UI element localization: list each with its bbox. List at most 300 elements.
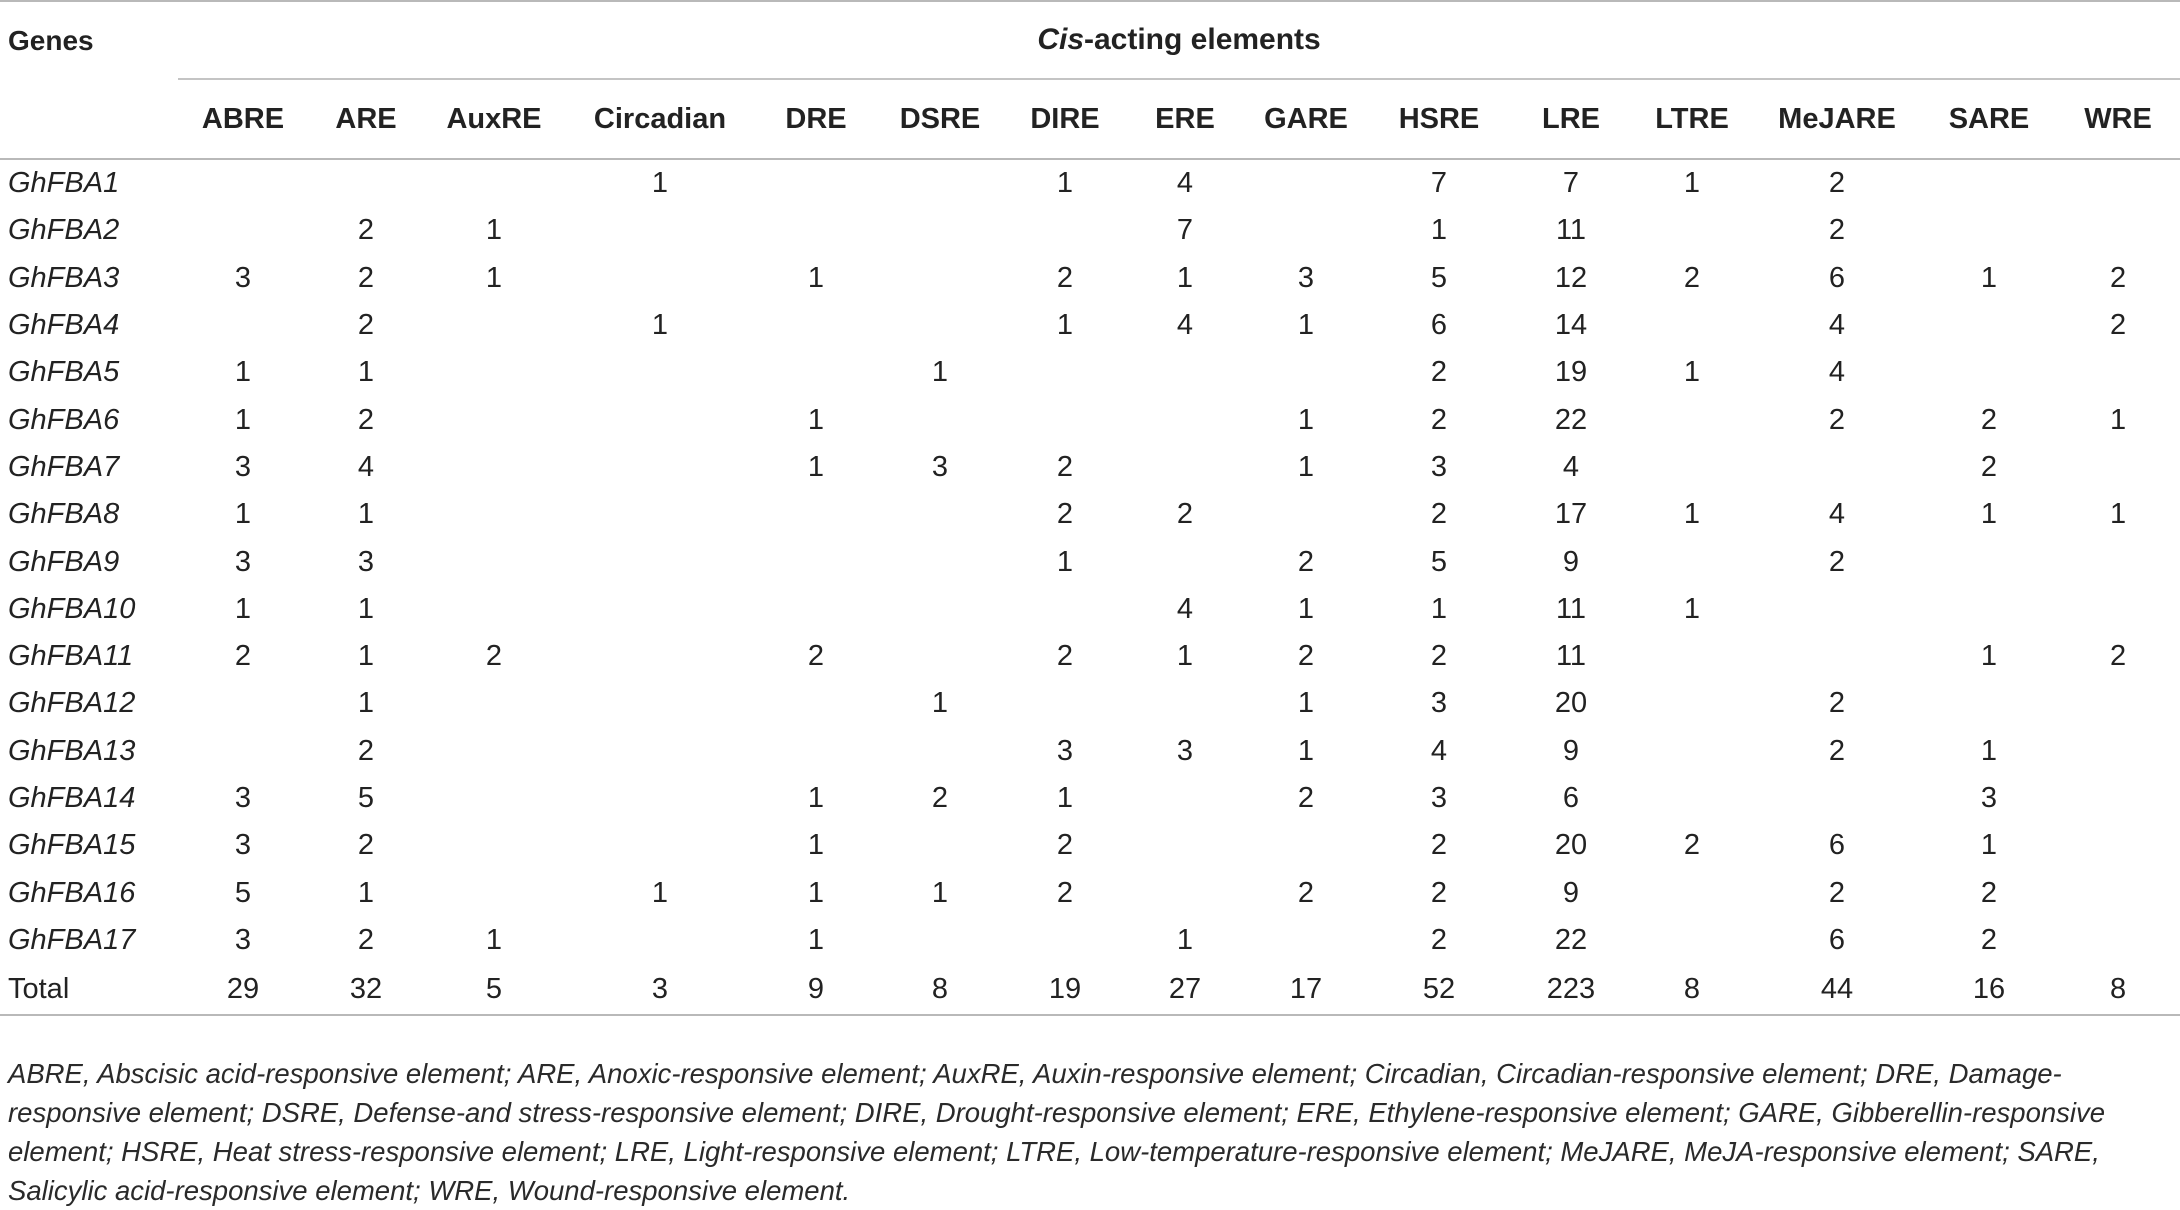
count-cell: 1 [1297, 687, 1315, 720]
count-cell: 1 [234, 498, 252, 531]
count-cell [178, 728, 308, 775]
count-cell [1244, 822, 1368, 869]
column-header-gare: GARE [1244, 79, 1368, 159]
table-body [0, 159, 2180, 1015]
count-cell: 2 [1430, 640, 1448, 673]
table-footnote: ABRE, Abscisic acid-responsive element; ARE, Anoxic-responsive element; AuxRE, Auxin-responsive element; Circadian, Circadian-responsive element; DRE, Damage-responsive element; DSRE, Defense-and stress-responsive element; DIRE, Drought-responsive element; ERE, Ethylene-responsive element; GARE, Gibberellin-responsive element; HSRE, Heat stress-responsive element; LRE, Light-responsive element; LTRE, Low-temperature-responsive element; MeJARE, MeJA-responsive element; SARE, Salicylic acid-responsive element; WRE, Wound-responsive element. [8, 1058, 2106, 1206]
count-cell [424, 396, 564, 443]
count-cell: 6 [1828, 261, 1846, 294]
count-cell: 1 [1056, 309, 1074, 342]
count-cell [1126, 775, 1244, 822]
count-cell [756, 349, 876, 396]
count-cell: 4 [1430, 734, 1448, 767]
count-cell [1632, 444, 1752, 491]
count-cell: 2 [1056, 261, 1074, 294]
count-cell: 2 [357, 923, 375, 956]
count-cell: 2 [1980, 403, 1998, 436]
total-cell: 16 [1922, 964, 2056, 1015]
count-cell [2056, 444, 2180, 491]
table-row [0, 444, 2180, 491]
count-cell: 1 [651, 167, 669, 200]
gene-name-cell: GhFBA6 [8, 403, 120, 436]
count-cell: 2 [357, 734, 375, 767]
count-cell: 3 [1430, 687, 1448, 720]
count-cell: 1 [1980, 498, 1998, 531]
count-cell [1922, 207, 2056, 254]
count-cell [756, 728, 876, 775]
gene-name-cell: GhFBA12 [8, 687, 136, 720]
table-row [0, 349, 2180, 396]
count-cell [756, 491, 876, 538]
total-cell: 19 [1004, 964, 1126, 1015]
count-cell [178, 302, 308, 349]
count-cell: 7 [1176, 214, 1194, 247]
count-cell [756, 538, 876, 585]
count-cell [2056, 775, 2180, 822]
count-cell: 1 [807, 876, 825, 909]
gene-name-cell: GhFBA5 [8, 356, 120, 389]
column-header-dire: DIRE [1004, 79, 1126, 159]
count-cell: 1 [1683, 498, 1701, 531]
total-cell: 8 [1632, 964, 1752, 1015]
gene-name-cell: GhFBA14 [8, 782, 136, 814]
count-cell [1126, 822, 1244, 869]
cis-header-rest: -acting elements [1084, 23, 1321, 56]
count-cell [2056, 159, 2180, 207]
gene-name-cell: GhFBA13 [8, 734, 136, 767]
count-cell [1244, 917, 1368, 964]
count-cell: 1 [1297, 734, 1315, 767]
count-cell: 1 [1056, 545, 1074, 578]
table-row [0, 822, 2180, 869]
count-cell [1244, 491, 1368, 538]
count-cell [424, 538, 564, 585]
total-cell: 52 [1368, 964, 1510, 1015]
count-cell: 4 [1828, 498, 1846, 531]
table-row [0, 775, 2180, 822]
count-cell: 2 [1430, 356, 1448, 389]
count-cell: 4 [1562, 450, 1580, 483]
count-cell [1752, 775, 1922, 822]
gene-name-cell: GhFBA3 [8, 261, 120, 294]
count-cell: 11 [1555, 592, 1587, 625]
count-cell [1244, 207, 1368, 254]
count-cell [1632, 633, 1752, 680]
count-cell: 1 [1297, 309, 1315, 342]
table-row [0, 633, 2180, 680]
count-cell [756, 207, 876, 254]
count-cell [1632, 680, 1752, 727]
count-cell: 5 [357, 782, 375, 814]
count-cell [1752, 633, 1922, 680]
count-cell: 2 [1056, 640, 1074, 673]
count-cell: 3 [1980, 782, 1998, 814]
count-cell: 2 [1297, 640, 1315, 673]
count-cell [1244, 349, 1368, 396]
count-cell: 2 [357, 214, 375, 247]
column-header-hsre: HSRE [1368, 79, 1510, 159]
count-cell: 1 [234, 592, 252, 625]
count-cell: 3 [1297, 261, 1315, 294]
count-cell: 3 [357, 545, 375, 578]
count-cell: 2 [1980, 876, 1998, 909]
count-cell: 1 [651, 876, 669, 909]
count-cell: 3 [234, 261, 252, 294]
genes-header-spacer [0, 79, 178, 159]
count-cell [2056, 728, 2180, 775]
count-cell: 7 [1562, 167, 1580, 200]
count-cell [1004, 396, 1126, 443]
count-cell: 1 [1176, 923, 1194, 956]
count-cell [424, 775, 564, 822]
count-cell [424, 491, 564, 538]
count-cell [564, 349, 756, 396]
column-header-circadian: Circadian [564, 79, 756, 159]
total-label: Total [0, 964, 178, 1015]
count-cell [564, 680, 756, 727]
count-cell [1126, 396, 1244, 443]
count-cell: 3 [234, 829, 252, 862]
gene-name-cell: GhFBA17 [8, 923, 136, 956]
count-cell: 1 [357, 592, 375, 625]
count-cell [1632, 775, 1752, 822]
count-cell: 4 [1176, 592, 1194, 625]
table-row [0, 538, 2180, 585]
count-cell [1632, 728, 1752, 775]
count-cell [564, 444, 756, 491]
count-cell: 1 [807, 403, 825, 436]
count-cell: 4 [1828, 356, 1846, 389]
column-header-dre: DRE [756, 79, 876, 159]
gene-name-cell: GhFBA16 [8, 876, 136, 909]
count-cell: 4 [1176, 309, 1194, 342]
count-cell [1632, 396, 1752, 443]
count-cell [564, 917, 756, 964]
count-cell [424, 586, 564, 633]
count-cell [1126, 869, 1244, 916]
gene-name-cell: GhFBA15 [8, 829, 136, 862]
count-cell [1004, 207, 1126, 254]
count-cell: 3 [1176, 734, 1194, 767]
count-cell: 12 [1554, 261, 1588, 294]
count-cell: 3 [1430, 782, 1448, 814]
count-cell [2056, 680, 2180, 727]
count-cell: 22 [1554, 923, 1588, 956]
count-cell [564, 822, 756, 869]
count-cell [1922, 349, 2056, 396]
count-cell: 11 [1555, 214, 1587, 247]
total-cell: 5 [424, 964, 564, 1015]
column-header-ltre: LTRE [1632, 79, 1752, 159]
count-cell: 2 [1176, 498, 1194, 531]
count-cell [1126, 680, 1244, 727]
count-cell [1004, 680, 1126, 727]
count-cell: 2 [357, 829, 375, 862]
count-cell [2056, 586, 2180, 633]
count-cell [2056, 822, 2180, 869]
count-cell: 3 [234, 923, 252, 956]
table-row [0, 586, 2180, 633]
total-cell: 9 [756, 964, 876, 1015]
total-cell: 8 [2056, 964, 2180, 1015]
count-cell: 2 [1828, 734, 1846, 767]
count-cell [2056, 207, 2180, 254]
count-cell: 2 [234, 640, 252, 673]
count-cell: 1 [1683, 592, 1701, 625]
count-cell: 20 [1554, 829, 1588, 862]
gene-name-cell: GhFBA10 [8, 592, 136, 625]
count-cell: 2 [1297, 545, 1315, 578]
count-cell: 1 [807, 923, 825, 956]
count-cell: 1 [2109, 403, 2127, 436]
count-cell [1004, 349, 1126, 396]
count-cell: 1 [1056, 167, 1074, 200]
count-cell [564, 633, 756, 680]
count-cell: 2 [1828, 214, 1846, 247]
table-row [0, 302, 2180, 349]
count-cell: 11 [1555, 640, 1587, 673]
count-cell: 1 [807, 829, 825, 862]
count-cell: 2 [357, 261, 375, 294]
count-cell: 7 [1430, 167, 1448, 200]
count-cell: 5 [1430, 545, 1448, 578]
count-cell [1632, 302, 1752, 349]
total-row [0, 964, 2180, 1015]
count-cell [1752, 444, 1922, 491]
count-cell [1922, 302, 2056, 349]
count-cell: 1 [357, 640, 375, 673]
count-cell: 2 [1297, 782, 1315, 814]
count-cell: 2 [2109, 640, 2127, 673]
table-row [0, 917, 2180, 964]
count-cell: 4 [1828, 309, 1846, 342]
total-cell: 29 [178, 964, 308, 1015]
count-cell: 1 [1980, 640, 1998, 673]
count-cell [876, 255, 1004, 302]
count-cell: 1 [1683, 356, 1701, 389]
total-cell: 27 [1126, 964, 1244, 1015]
count-cell [424, 680, 564, 727]
count-cell [2056, 869, 2180, 916]
count-cell: 2 [1828, 545, 1846, 578]
count-cell: 22 [1554, 403, 1588, 436]
cis-header-italic: Cis [1037, 23, 1084, 56]
column-header-lre: LRE [1510, 79, 1632, 159]
count-cell [876, 396, 1004, 443]
column-header-sare: SARE [1922, 79, 2056, 159]
gene-name-cell: GhFBA4 [8, 309, 120, 342]
count-cell [876, 491, 1004, 538]
count-cell: 6 [1828, 923, 1846, 956]
count-cell: 4 [357, 450, 375, 483]
gene-name-cell: GhFBA9 [8, 545, 120, 578]
count-cell [1004, 586, 1126, 633]
count-cell [564, 728, 756, 775]
count-cell: 1 [651, 309, 669, 342]
column-header-wre: WRE [2056, 79, 2180, 159]
count-cell [876, 159, 1004, 207]
count-cell [178, 680, 308, 727]
count-cell: 1 [807, 450, 825, 483]
count-cell: 1 [807, 782, 825, 814]
count-cell: 2 [1430, 876, 1448, 909]
count-cell [564, 538, 756, 585]
count-cell: 3 [234, 450, 252, 483]
table-row [0, 159, 2180, 207]
count-cell: 1 [1297, 403, 1315, 436]
table-row [0, 255, 2180, 302]
total-cell: 44 [1752, 964, 1922, 1015]
count-cell: 1 [485, 214, 503, 247]
count-cell: 1 [1980, 829, 1998, 862]
count-cell: 2 [1980, 923, 1998, 956]
count-cell: 2 [1430, 923, 1448, 956]
count-cell: 2 [1430, 403, 1448, 436]
count-cell [1632, 538, 1752, 585]
count-cell: 2 [1056, 829, 1074, 862]
count-cell: 1 [1430, 214, 1448, 247]
count-cell: 2 [1683, 829, 1701, 862]
count-cell [876, 538, 1004, 585]
count-cell: 3 [1430, 450, 1448, 483]
count-cell: 5 [1430, 261, 1448, 294]
table-row [0, 207, 2180, 254]
total-cell: 17 [1244, 964, 1368, 1015]
count-cell: 2 [931, 782, 949, 814]
count-cell [1752, 586, 1922, 633]
count-cell: 1 [357, 876, 375, 909]
count-cell [424, 302, 564, 349]
count-cell: 1 [2109, 498, 2127, 531]
count-cell [1632, 917, 1752, 964]
count-cell: 2 [357, 403, 375, 436]
count-cell [1922, 680, 2056, 727]
column-header-row [0, 79, 2180, 159]
count-cell [424, 159, 564, 207]
count-cell: 1 [357, 498, 375, 531]
count-cell [178, 159, 308, 207]
count-cell: 2 [1297, 876, 1315, 909]
count-cell: 1 [234, 403, 252, 436]
count-cell [424, 349, 564, 396]
count-cell [564, 491, 756, 538]
count-cell: 1 [357, 687, 375, 720]
count-cell: 6 [1828, 829, 1846, 862]
cis-acting-header [178, 1, 2180, 79]
count-cell [2056, 917, 2180, 964]
count-cell: 1 [1176, 261, 1194, 294]
count-cell [876, 302, 1004, 349]
count-cell: 2 [1683, 261, 1701, 294]
column-header-are: ARE [308, 79, 424, 159]
count-cell [876, 822, 1004, 869]
column-header-auxre: AuxRE [424, 79, 564, 159]
count-cell: 2 [1056, 450, 1074, 483]
count-cell: 2 [2109, 309, 2127, 342]
count-cell [424, 728, 564, 775]
count-cell [1126, 444, 1244, 491]
count-cell: 2 [357, 309, 375, 342]
count-cell: 1 [234, 356, 252, 389]
count-cell: 14 [1554, 309, 1588, 342]
count-cell: 1 [1176, 640, 1194, 673]
table-row [0, 396, 2180, 443]
genes-header: Genes [0, 1, 178, 79]
column-header-abre: ABRE [178, 79, 308, 159]
count-cell: 6 [1430, 309, 1448, 342]
count-cell [178, 207, 308, 254]
count-cell: 2 [1828, 167, 1846, 200]
count-cell: 2 [1430, 829, 1448, 862]
count-cell: 1 [485, 261, 503, 294]
count-cell: 17 [1554, 498, 1588, 531]
count-cell: 1 [807, 261, 825, 294]
count-cell [424, 444, 564, 491]
count-cell [564, 775, 756, 822]
count-cell: 19 [1554, 356, 1588, 389]
count-cell: 4 [1176, 167, 1194, 200]
gene-name-cell: GhFBA1 [8, 167, 120, 200]
table-row [0, 491, 2180, 538]
count-cell [876, 586, 1004, 633]
count-cell: 2 [1828, 403, 1846, 436]
column-header-dsre: DSRE [876, 79, 1004, 159]
count-cell: 2 [1056, 876, 1074, 909]
count-cell [424, 822, 564, 869]
gene-name-cell: GhFBA2 [8, 214, 120, 247]
total-cell: 223 [1510, 964, 1632, 1015]
count-cell: 1 [357, 356, 375, 389]
count-cell [876, 917, 1004, 964]
count-cell: 1 [485, 923, 503, 956]
count-cell [756, 586, 876, 633]
count-cell [876, 728, 1004, 775]
count-cell: 6 [1562, 782, 1580, 814]
count-cell [1244, 159, 1368, 207]
count-cell [1922, 586, 2056, 633]
count-cell: 3 [234, 782, 252, 814]
count-cell [876, 633, 1004, 680]
table-row [0, 869, 2180, 916]
count-cell [1632, 207, 1752, 254]
count-cell: 1 [1980, 261, 1998, 294]
count-cell: 1 [1056, 782, 1074, 814]
count-cell [2056, 349, 2180, 396]
count-cell [756, 159, 876, 207]
count-cell [1922, 159, 2056, 207]
count-cell: 5 [234, 876, 252, 909]
count-cell: 9 [1562, 545, 1580, 578]
count-cell: 2 [807, 640, 825, 673]
count-cell [1126, 538, 1244, 585]
count-cell [1922, 538, 2056, 585]
count-cell: 9 [1562, 734, 1580, 767]
count-cell: 1 [1297, 450, 1315, 483]
table-row [0, 728, 2180, 775]
table-row [0, 680, 2180, 727]
count-cell: 1 [1683, 167, 1701, 200]
count-cell [756, 302, 876, 349]
count-cell [564, 396, 756, 443]
count-cell [1632, 869, 1752, 916]
count-cell: 2 [2109, 261, 2127, 294]
count-cell: 1 [931, 687, 949, 720]
count-cell [1126, 349, 1244, 396]
column-header-mejare: MeJARE [1752, 79, 1922, 159]
total-cell: 32 [308, 964, 424, 1015]
count-cell [876, 207, 1004, 254]
count-cell: 20 [1554, 687, 1588, 720]
